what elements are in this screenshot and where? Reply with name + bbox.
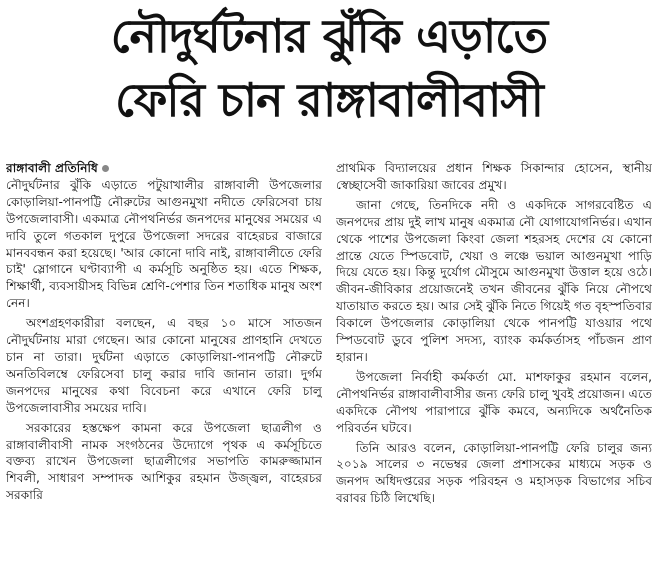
headline-line-2: ফেরি চান রাঙ্গাবালীবাসী	[115, 73, 543, 127]
paragraph: জানা গেছে, তিনদিকে নদী ও একদিকে সাগরবেষ্টিত এ জনপদের প্রায় দুই লাখ মানুষ একমাত্র নৌ যোগাযোগনির্ভর। এখান থেকে পাশের উপজেলা কিংবা জেলা শহরসহ দেশের যে কোনো প্রান্তে যেতে স্পিডবোট, খেয়া ও লঞ্চে ভয়াল আগুনমুখা পাড়ি দিয়ে যেতে হয়। কিন্তু দুর্যোগ মৌসুমে আগুনমুখা উত্তাল হয়ে ওঠে। জীবন-জীবিকার প্রয়োজনেই তখন জীবনের ঝুঁকি নিয়ে নৌপথে যাতায়াত করতে হয়। আর সেই ঝুঁকি নিতে গিয়েই গত বৃহস্পতিবার বিকালে উপজেলার কোড়ালিয়া থেকে পানপট্টি যাওয়ার পথে স্পিডবোট ডুবে পুলিশ সদস্য, ব্যাংক কর্মকর্তাসহ পাঁচজন প্রাণ হারান।	[336, 197, 652, 364]
left-column	[6, 160, 322, 563]
right-column	[336, 160, 652, 563]
paragraph: তিনি আরও বলেন, কোড়ালিয়া-পানপট্টি ফেরি চালুর জন্য ২০১৯ সালের ৩ নভেম্বর জেলা প্রশাসকের মাধ্যমে সড়ক ও জনপদ অধিদপ্তরের সড়ক পরিবহন ও মহাসড়ক বিভাগের সচিব বরাবর চিঠি লিখেছি।	[336, 440, 652, 506]
bullet-icon	[102, 165, 109, 172]
headline	[8, 4, 650, 132]
paragraph: প্রাথমিক বিদ্যালয়ের প্রধান শিক্ষক সিকান্দার হোসেন, স্থানীয় স্বেচ্ছাসেবী জাকারিয়া জাবের প্রমুখ।	[336, 161, 652, 192]
paragraph: সরকারের হস্তক্ষেপ কামনা করে উপজেলা ছাত্রলীগ ও রাঙ্গাবালীবাসী নামক সংগঠনের উদ্যোগে পৃথক এ কর্মসূচিতে বক্তব্য রাখেন উপজেলা ছাত্রলীগের সভাপতি কামরুজ্জামান শিবলী, সাধারণ সম্পাদক আশিকুর রহমান উজ্জ্বল, বাহেরচর সরকারি	[6, 420, 322, 503]
paragraph: অংশগ্রহণকারীরা বলছেন, এ বছর ১০ মাসে সাতজন নৌদুর্ঘটনায় মারা গেছেন। আর কোনো মানুষের প্রাণহানি দেখতে চান না তারা। দুর্ঘটনা এড়াতে কোড়ালিয়া-পানপট্টি নৌরুটে অনতিবিলম্বে ফেরিসেবা চালু করার দাবি জানান তারা। দুর্গম জনপদের মানুষের কথা বিবেচনা করে এখানে ফেরি চালু উপজেলাবাসীর সময়ের দাবি।	[6, 316, 322, 415]
byline: রাঙ্গাবালী প্রতিনিধি	[6, 161, 98, 175]
article-body	[6, 160, 652, 563]
paragraph: উপজেলা নির্বাহী কর্মকর্তা মো. মাশফাকুর রহমান বলেন, নৌপথনির্ভর রাঙ্গাবালীবাসীর জন্য ফেরি চালু খুবই প্রয়োজন। এতে একদিকে নৌপথ পারাপারে ঝুঁকি কমবে, অন্যদিকে অর্থনৈতিক পরিবর্তন ঘটবে।	[336, 369, 652, 435]
paragraph-text: নৌদুর্ঘটনার ঝুঁকি এড়াতে পটুয়াখালীর রাঙ্গাবালী উপজেলার কোড়ালিয়া-পানপট্টি নৌরুটের আগুনমুখা নদীতে ফেরিসেবা চায় উপজেলাবাসী। একমাত্র নৌপথনির্ভর জনপদের মানুষের সময়ের এ দাবি তুলে গতকাল দুপুরে উপজেলা সদরের বাহেরচর বাজারে মানববন্ধন করা হয়েছে। 'আর কোনো দাবি নাই, রাঙ্গাবালীতে ফেরি চাই' স্লোগানে ঘণ্টাব্যাপী এ কর্মসূচি অনুষ্ঠিত হয়। এতে শিক্ষক, শিক্ষার্থী, ব্যবসায়ীসহ বিভিন্ন শ্রেণি-পেশার তিন শতাধিক মানুষ অংশ নেন।	[6, 177, 322, 311]
paragraph	[6, 160, 322, 312]
headline-line-1: নৌদুর্ঘটনার ঝুঁকি এড়াতে	[110, 9, 548, 63]
